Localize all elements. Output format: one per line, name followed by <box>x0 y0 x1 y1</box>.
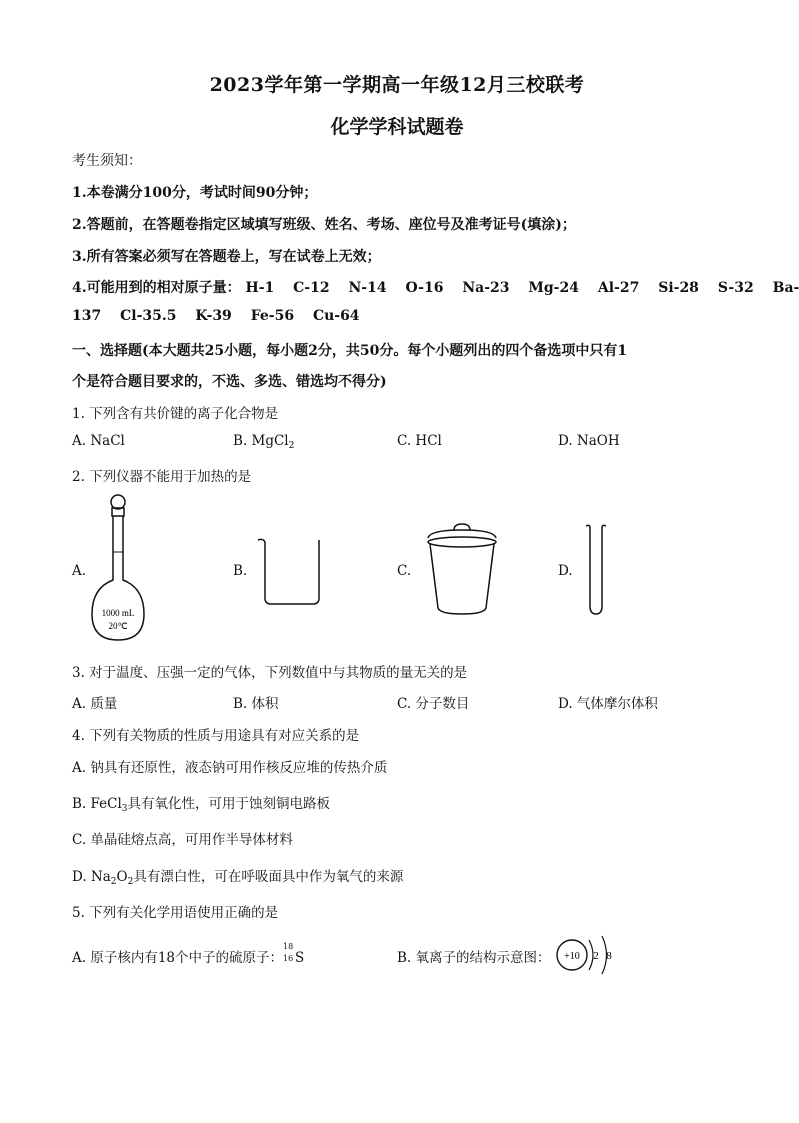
q4-option-b <box>72 792 330 812</box>
atomic-mass: N-14 <box>348 280 387 296</box>
q1-option-c: C. HCl <box>397 433 442 449</box>
atomic-mass: Al-27 <box>597 280 640 296</box>
atomic-mass: Na-23 <box>462 280 510 296</box>
atomic-mass-line-1 <box>72 277 799 297</box>
q4-option-d-text: 具有漂白性，可在呼吸面具中作为氧气的来源 <box>133 869 404 885</box>
atomic-mass: S-32 <box>717 280 754 296</box>
question-1-stem: 1. 下列含有共价键的离子化合物是 <box>72 406 279 422</box>
q4-option-d-formula: D. Na <box>72 869 111 885</box>
nucleus-charge: +10 <box>564 951 580 962</box>
q1-option-a: A. NaCl <box>72 433 125 449</box>
q2-option-b: B. <box>233 563 248 579</box>
q3-option-b: B. 体积 <box>233 696 279 712</box>
question-3-stem: 3. 对于温度、压强一定的气体，下列数值中与其物质的量无关的是 <box>72 665 468 681</box>
atomic-mass: Ba- <box>772 280 799 296</box>
q4-option-b-text: 具有氧化性，可用于蚀刻铜电路板 <box>127 796 331 812</box>
atomic-mass: Mg-24 <box>528 280 579 296</box>
ion-structure-diagram <box>553 932 625 978</box>
section-heading-line-1: 一、选择题(本大题共25小题，每小题2分，共50分。每个小题列出的四个备选项中只有1 <box>72 343 628 359</box>
question-2-stem: 2. 下列仪器不能用于加热的是 <box>72 469 252 485</box>
notice-item-2: 2.答题前，在答题卷指定区域填写班级、姓名、考场、座位号及准考证号(填涂)； <box>72 217 576 233</box>
q3-option-d: D. 气体摩尔体积 <box>558 696 658 712</box>
nuclide-notation <box>283 942 295 968</box>
question-4-stem: 4. 下列有关物质的性质与用途具有对应关系的是 <box>72 728 360 744</box>
atomic-mass: K-39 <box>195 308 232 324</box>
atomic-mass: Cl-35.5 <box>120 308 177 324</box>
subscript: 2 <box>127 877 134 887</box>
atomic-mass: Si-28 <box>658 280 699 296</box>
notice-item-1: 1.本卷满分100分，考试时间90分钟； <box>72 185 318 201</box>
q2-option-a: A. <box>72 563 87 579</box>
q5-option-a-text: A. 原子核内有18个中子的硫原子： <box>72 950 284 966</box>
q5-option-a <box>72 942 305 968</box>
beaker-icon <box>255 534 325 608</box>
atomic-mass: C-12 <box>293 280 330 296</box>
q4-option-b-formula: B. FeCl <box>72 796 122 812</box>
q5-option-b: B. 氧离子的结构示意图： <box>397 950 551 966</box>
atomic-number: 16 <box>283 954 294 963</box>
q2-option-c: C. <box>397 563 412 579</box>
q3-option-c: C. 分子数目 <box>397 696 470 712</box>
exam-subtitle: 化学学科试题卷 <box>330 116 464 138</box>
notice-item-3: 3.所有答案必须写在答题卷上，写在试卷上无效； <box>72 249 381 265</box>
atomic-mass: Fe-56 <box>250 308 295 324</box>
volumetric-flask-icon <box>88 492 168 644</box>
atomic-mass-prefix: 4.可能用到的相对原子量： <box>72 280 241 296</box>
q1-option-b <box>233 433 294 449</box>
atomic-mass: Cu-64 <box>312 308 360 324</box>
section-heading-line-2: 个是符合题目要求的，不选、多选、错选均不得分) <box>72 374 387 390</box>
q4-option-d-formula-o: O <box>116 869 128 885</box>
shell-1-electrons: 2 <box>593 950 599 962</box>
subscript: 2 <box>288 441 295 451</box>
shell-2-electrons: 8 <box>606 950 612 962</box>
q1-option-b-text: B. MgCl <box>233 433 289 449</box>
flask-volume-label: 1000 mL <box>101 608 135 618</box>
q3-option-a: A. 质量 <box>72 696 118 712</box>
atomic-mass: O-16 <box>405 280 444 296</box>
exam-title: 2023学年第一学期高一年级12月三校联考 <box>209 74 585 96</box>
question-5-stem: 5. 下列有关化学用语使用正确的是 <box>72 905 279 921</box>
flask-temp-label: 20℃ <box>108 621 128 631</box>
element-symbol: S <box>295 950 305 966</box>
atomic-mass: H-1 <box>245 280 275 296</box>
crucible-icon <box>424 520 500 618</box>
q1-option-d: D. NaOH <box>558 433 620 449</box>
test-tube-icon <box>584 522 608 618</box>
notice-heading: 考生须知： <box>72 153 142 169</box>
q4-option-d <box>72 865 403 885</box>
atomic-mass-line-2 <box>72 308 360 324</box>
q4-option-a: A. 钠具有还原性，液态钠可用作核反应堆的传热介质 <box>72 760 388 776</box>
mass-number: 18 <box>283 942 294 951</box>
q4-option-c: C. 单晶硅熔点高，可用作半导体材料 <box>72 832 293 848</box>
q2-option-d: D. <box>558 563 573 579</box>
atomic-mass: 137 <box>72 308 102 324</box>
subscript: 3 <box>121 804 128 814</box>
subscript: 2 <box>110 877 117 887</box>
